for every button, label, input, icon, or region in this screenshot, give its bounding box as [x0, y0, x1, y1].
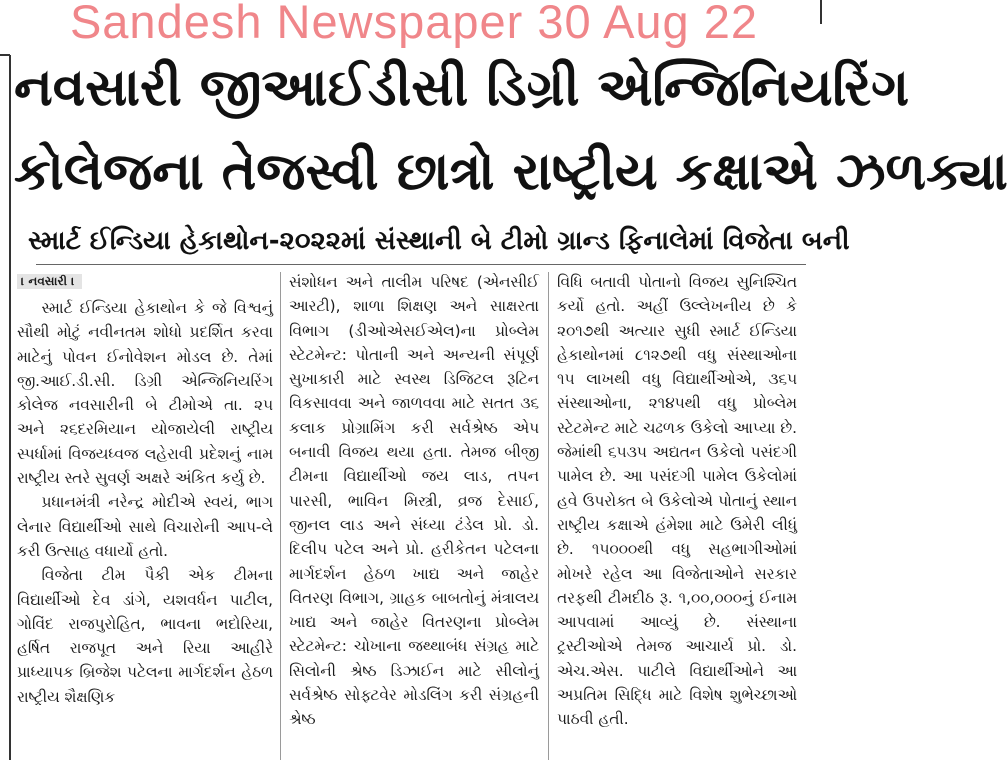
dateline: । નવસારી ।	[17, 274, 82, 289]
column-1-paragraph-3: વિજેતા ટીમ પૈકી એક ટીમના વિદ્યાર્થીઓ દેવ ડાંગે, યશવર્ધન પાટીલ, ગોવિંદ રાજપુરોહિત, ભાવના ભદોરિયા, હર્ષિત રાજપૂત અને રિયા આહીરે પ્રાધ્યાપક બ્રિજેશ પટેલના માર્ગદર્શન હેઠળ રાષ્ટ્રીય શૈક્ષણિક	[17, 566, 273, 706]
source-watermark: Sandesh Newspaper 30 Aug 22	[69, 0, 759, 48]
subheadline: સ્માર્ટ ઈન્ડિયા હેકાથોન-૨૦૨૨માં સંસ્થાની બે ટીમો ગ્રાન્ડ ફિનાલેમાં વિજેતા બની	[28, 226, 850, 256]
column-1-paragraph-2: પ્રધાનમંત્રી નરેન્દ્ર મોદીએ સ્વયં, ભાગ લેનાર વિદ્યાર્થીઓ સાથે વિચારોની આપ-લે કરી ઉત્સાહ વધાર્યો હતો.	[17, 493, 273, 560]
article-column-1	[17, 270, 273, 760]
column-2-paragraph-1: સંશોધન અને તાલીમ પરિષદ (એનસીઈ આરટી), શાળા શિક્ષણ અને સાક્ષરતા વિભાગ (ડીઓએસઈએલ)ના પ્રોબ્લેમ સ્ટેટમેન્ટ: પોતાની અને અન્યની સંપૂર્ણ સુખાકારી માટે સ્વસ્થ ડિજિટલ રૂટિન વિકસાવવા અને જાળવવા માટે સતત ૩૬ કલાક પ્રોગ્રામિંગ કરી સર્વશ્રેષ્ઠ એપ બનાવી વિજય થયા હતા. તેમજ બીજી ટીમના વિદ્યાર્થીઓ જય લાડ, તપન પારસી, ભાવિન મિસ્ત્રી, વ્રજ દેસાઈ, જીનલ લાડ અને સંધ્યા ટંડેલ પ્રો. ડો. દિલીપ પટેલ અને પ્રો. હરીકેતન પટેલના માર્ગદર્શન હેઠળ ખાદ્ય અને જાહેર વિતરણ વિભાગ, ગ્રાહક બાબતોનું મંત્રાલય ખાદ્ય અને જાહેર વિતરણના પ્રોબ્લેમ સ્ટેટમેન્ટ: ચોખાના જથ્થાબંધ સંગ્રહ માટે સિલોની શ્રેષ્ઠ ડિઝાઈન માટે સીલોનું સર્વશ્રેષ્ઠ સોફ્ટવેર મોડલિંગ કરી સંગ્રહની શ્રેષ્ઠ	[289, 273, 539, 729]
left-border-rule	[9, 55, 11, 760]
article-column-3	[557, 270, 797, 760]
headline-line-1: નવસારી જીઆઈડીસી ડિગ્રી એન્જિનિયરિંગ	[14, 58, 910, 118]
subheadline-underline	[36, 264, 806, 265]
column-1-paragraph-1: સ્માર્ટ ઈન્ડિયા હેકાથોન કે જે વિશ્વનું સૌથી મોટું નવીનતમ શોધો પ્રદર્શિત કરવા માટેનું પોવન ઈનોવેશન મોડલ છે. તેમાં જી.આઈ.ડી.સી. ડિગ્રી એન્જિનિયરિંગ કોલેજ નવસારીની બે ટીમોએ તા. ૨૫ અને ૨૬દરમિયાન યોજાયેલી રાષ્ટ્રીય સ્પર્ધામાં વિજયધ્વજ લહેરાવી પ્રદેશનું નામ રાષ્ટ્રીય સ્તરે સુવર્ણ અક્ષરે અંકિત કર્યુ છે.	[17, 299, 273, 488]
headline-line-2: કોલેજના તેજસ્વી છાત્રો રાષ્ટ્રીય કક્ષાએ ઝળક્યા	[14, 142, 1008, 202]
column-separator-1	[280, 272, 281, 760]
column-3-paragraph-1: વિધિ બતાવી પોતાનો વિજય સુનિશ્ચિત કર્યો હતો. અહીં ઉલ્લેખનીય છે કે ૨૦૧૭થી અત્યાર સુધી સ્માર્ટ ઈન્ડિયા હેકાથોનમાં ૮૧૨૭થી વધુ સંસ્થાઓના ૧૫ લાખથી વધુ વિદ્યાર્થીઓએ, ૩૬૫ સંસ્થાઓના, ૨૧૪૫થી વધુ પ્રોબ્લેમ સ્ટેટમેન્ટ માટે ચઢળક ઉકેલો આપ્યા છે. જેમાંથી ૬૫૩૫ અદ્યતન ઉકેલો પસંદગી પામેલ છે. આ પસંદગી પામેલ ઉકેલોમાં હવે ઉપરોક્ત બે ઉકેલોએ પોતાનું સ્થાન રાષ્ટ્રીય કક્ષાએ હંમેશા માટે ઉમેરી લીધું છે. ૧૫૦૦૦થી વધુ સહભાગીઓમાં મોખરે રહેલ આ વિજેતાઓને સરકાર તરફથી ટીમદીઠ રૂ. ૧,૦૦,૦૦૦નું ઈનામ આપવામાં આવ્યું છે. સંસ્થાના ટ્રસ્ટીઓએ તેમજ આચાર્ય પ્રો. ડો. એચ.એસ. પાટીલે વિદ્યાર્થીઓને આ અપ્રતિમ સિદ્ધિ માટે વિશેષ શુભેચ્છાઓ પાઠવી હતી.	[557, 273, 797, 729]
article-column-2	[289, 270, 539, 760]
column-separator-2	[548, 272, 549, 760]
